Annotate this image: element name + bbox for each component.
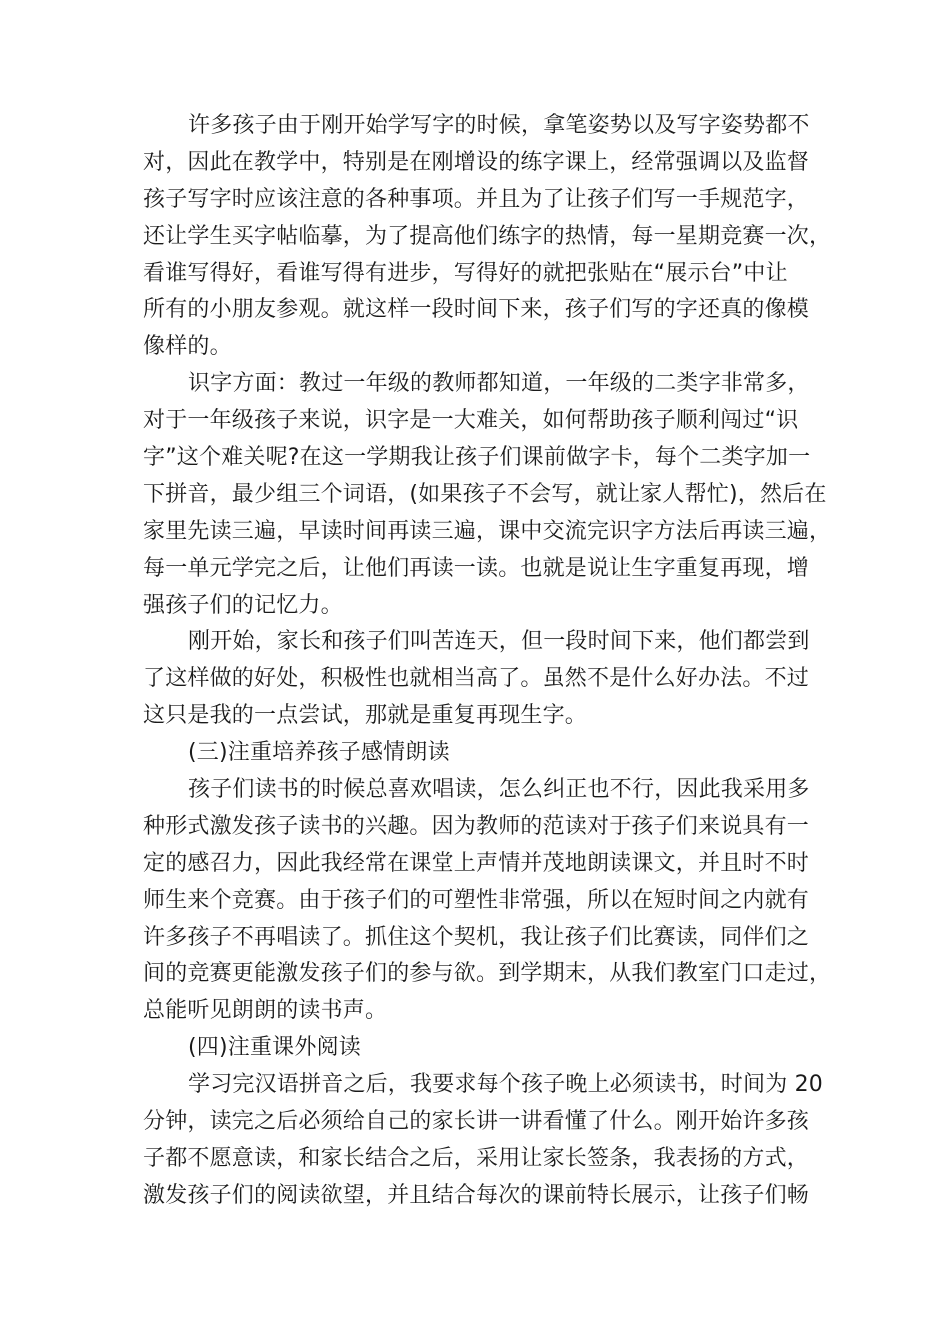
text-line: 定的感召力，因此我经常在课堂上声情并茂地朗读课文，并且时不时 <box>143 850 810 876</box>
text-line: 这只是我的一点尝试，那就是重复再现生字。 <box>143 703 588 729</box>
text-line: 字”这个难关呢?在这一学期我让孩子们课前做字卡，每个二类字加一 <box>143 445 811 471</box>
text-line: 学习完汉语拼音之后，我要求每个孩子晚上必须读书，时间为 20 <box>188 1072 823 1098</box>
text-line: 像样的。 <box>143 334 232 360</box>
text-line: 对于一年级孩子来说，识字是一大难关，如何帮助孩子顺利闯过“识 <box>143 408 799 434</box>
text-line: 师生来个竞赛。由于孩子们的可塑性非常强，所以在短时间之内就有 <box>143 887 810 913</box>
text-line: (四)注重课外阅读 <box>188 1035 361 1061</box>
text-line: 所有的小朋友参观。就这样一段时间下来，孩子们写的字还真的像模 <box>143 297 810 323</box>
text-line: 对，因此在教学中，特别是在刚增设的练字课上，经常强调以及监督 <box>143 149 810 175</box>
text-line: 许多孩子由于刚开始学写字的时候，拿笔姿势以及写字姿势都不 <box>188 113 810 138</box>
text-line: (三)注重培养孩子感情朗读 <box>188 740 450 766</box>
text-line: 孩子们读书的时候总喜欢唱读，怎么纠正也不行，因此我采用多 <box>188 777 810 803</box>
text-line: 了这样做的好处，积极性也就相当高了。虽然不是什么好办法。不过 <box>143 666 810 692</box>
text-line: 看谁写得好，看谁写得有进步，写得好的就把张贴在“展示台”中让 <box>143 260 788 286</box>
text-line: 子都不愿意读，和家长结合之后，采用让家长签条，我表扬的方式， <box>143 1145 810 1171</box>
text-line: 强孩子们的记忆力。 <box>143 592 343 618</box>
text-line: 每一单元学完之后，让他们再读一读。也就是说让生字重复再现，增 <box>143 555 810 581</box>
text-line: 总能听见朗朗的读书声。 <box>143 998 388 1024</box>
text-line: 下拼音，最少组三个词语，(如果孩子不会写，就让家人帮忙)，然后在 <box>143 481 827 507</box>
text-line: 刚开始，家长和孩子们叫苦连天，但一段时间下来，他们都尝到 <box>188 629 810 655</box>
text-line: 还让学生买字帖临摹，为了提高他们练字的热情，每一星期竞赛一次， <box>143 223 832 249</box>
text-line: 间的竞赛更能激发孩子们的参与欲。到学期末，从我们教室门口走过， <box>143 961 832 987</box>
text-line: 分钟，读完之后必须给自己的家长讲一讲看懂了什么。刚开始许多孩 <box>143 1109 810 1135</box>
text-line: 识字方面：教过一年级的教师都知道，一年级的二类字非常多， <box>188 371 810 397</box>
text-line: 家里先读三遍，早读时间再读三遍，课中交流完识字方法后再读三遍， <box>143 518 832 544</box>
text-line: 许多孩子不再唱读了。抓住这个契机，我让孩子们比赛读，同伴们之 <box>143 924 810 950</box>
text-line: 孩子写字时应该注意的各种事项。并且为了让孩子们写一手规范字， <box>143 186 810 212</box>
body-text <box>143 108 833 1215</box>
text-line: 激发孩子们的阅读欲望，并且结合每次的课前特长展示，让孩子们畅 <box>143 1182 810 1208</box>
text-line: 种形式激发孩子读书的兴趣。因为教师的范读对于孩子们来说具有一 <box>143 813 810 839</box>
